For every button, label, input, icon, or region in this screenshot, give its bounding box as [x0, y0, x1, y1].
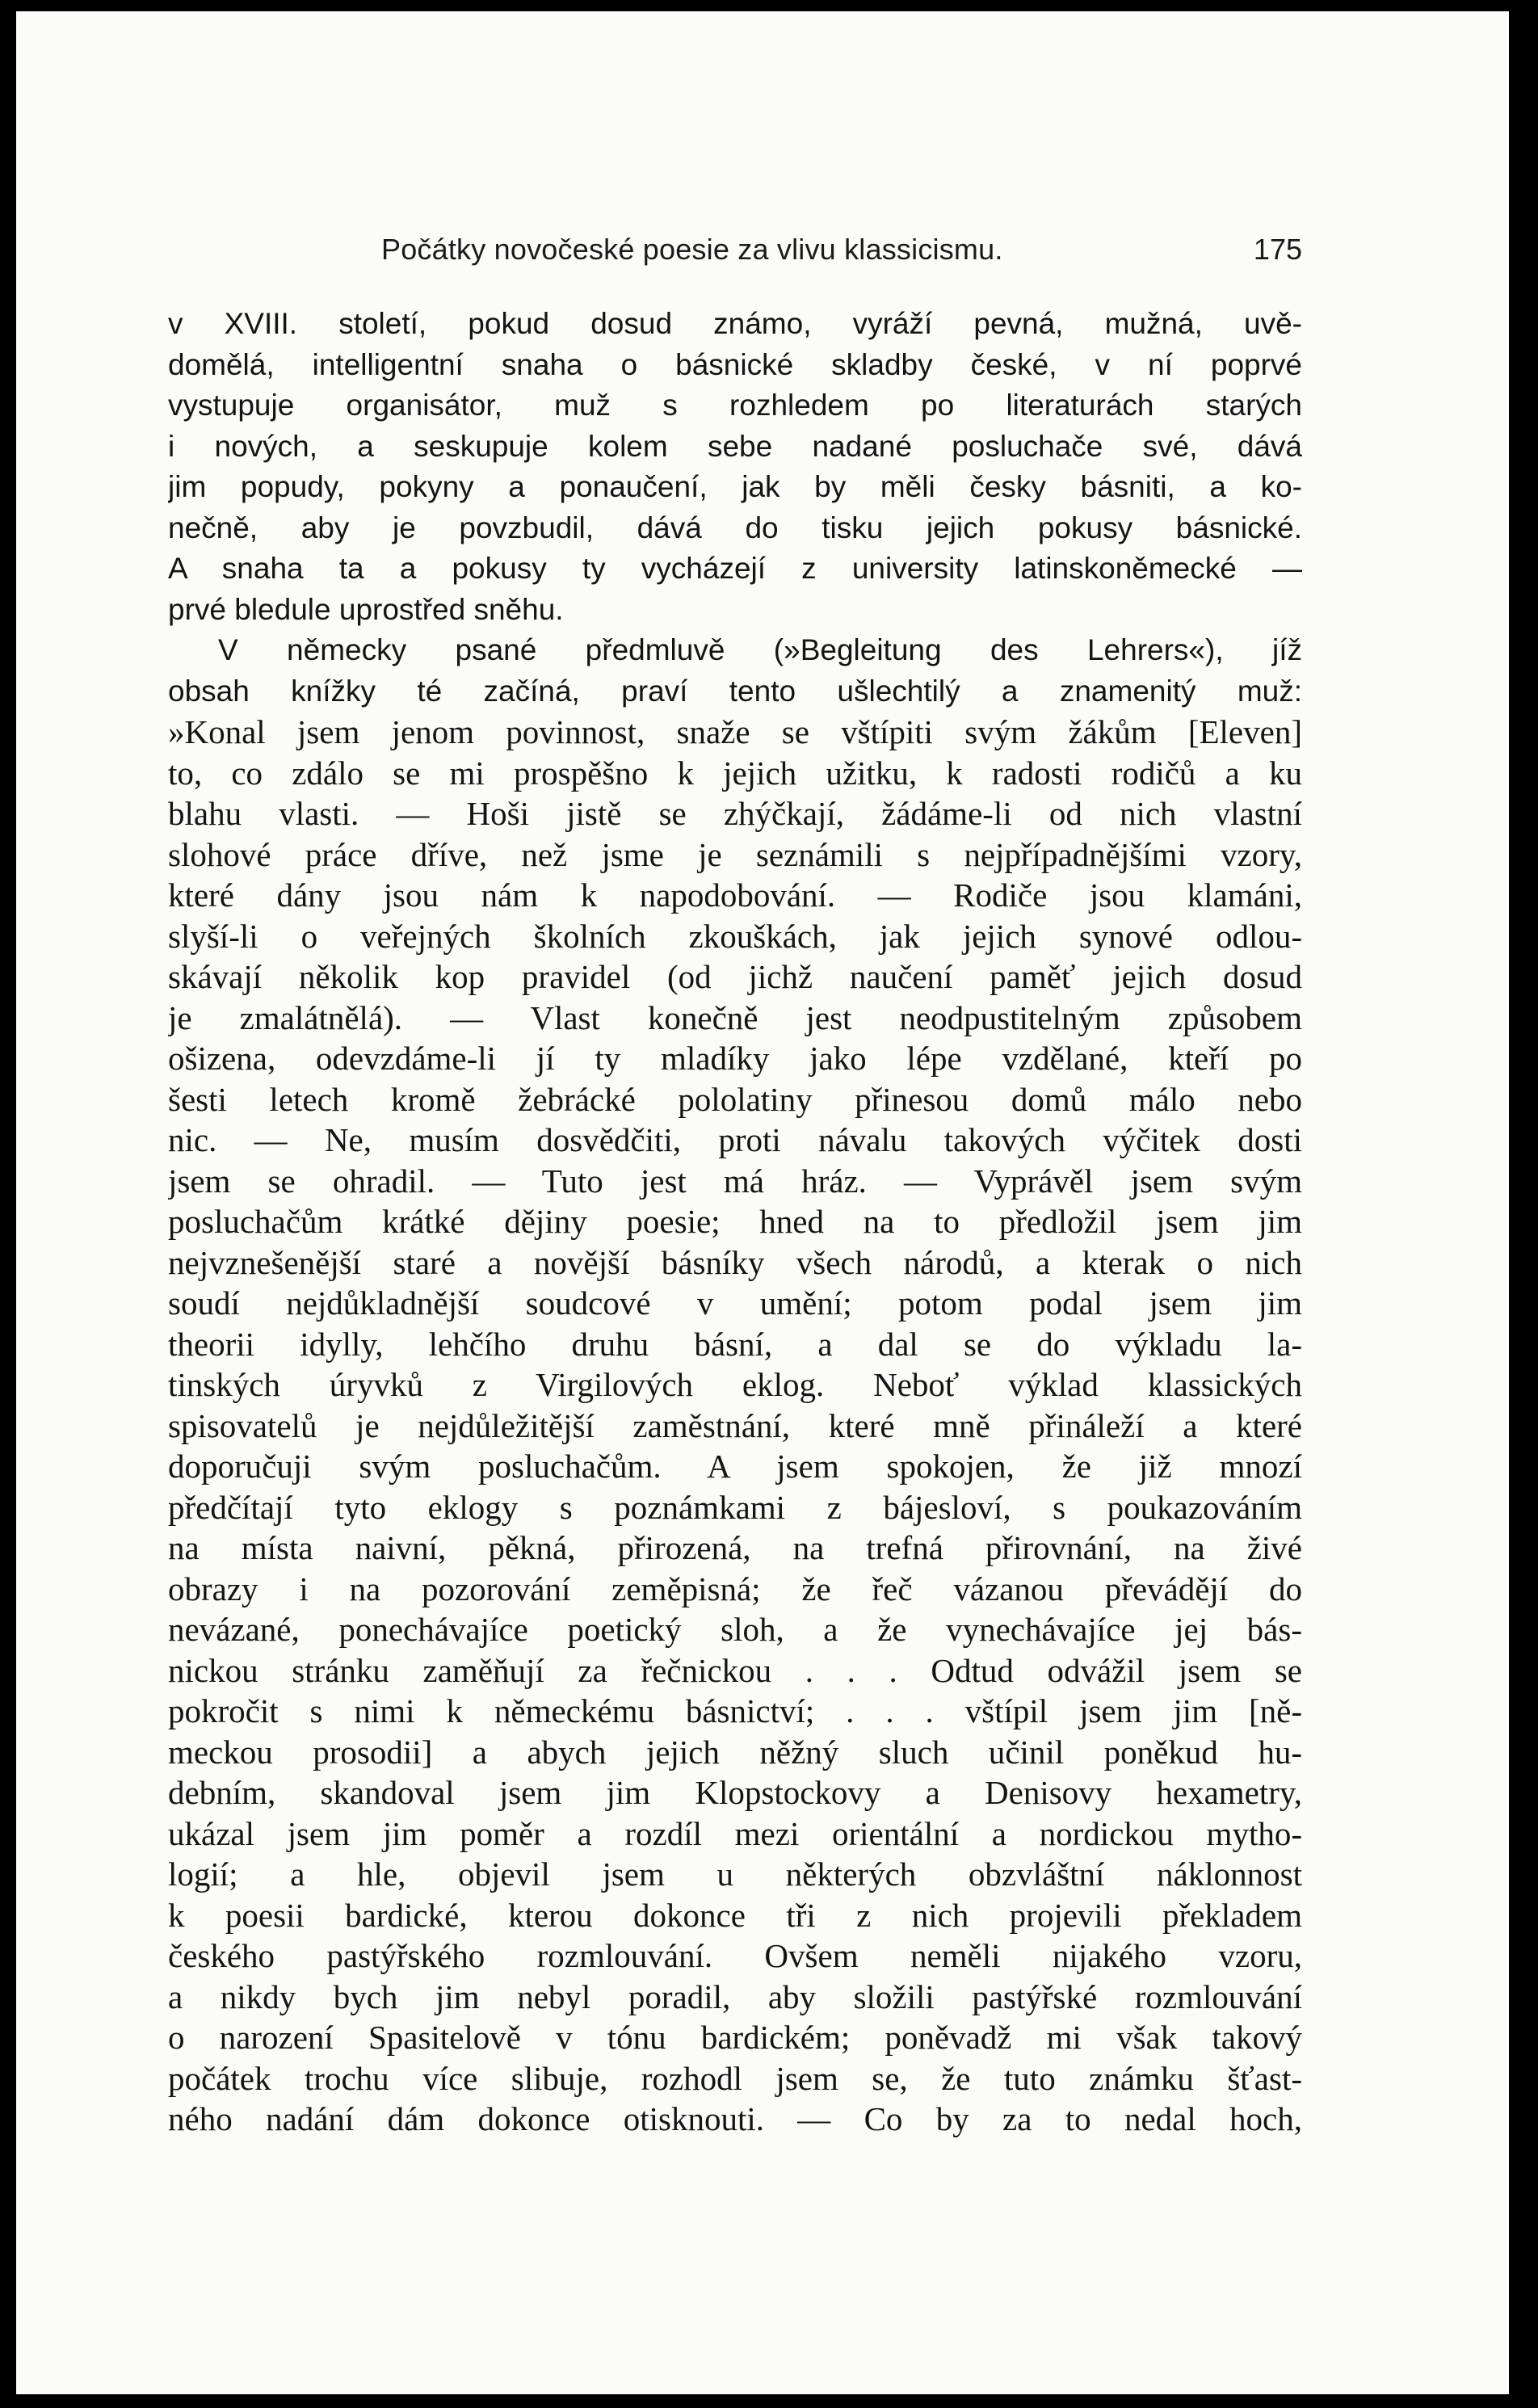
text-line: slohové práce dříve, než jsme je seznámili s nejpřípadnějšími vzory, — [168, 835, 1302, 873]
text-line: pokročit s nimi k německému básnictví; . . . vštípil jsem jim [ně- — [168, 1692, 1302, 1729]
text-line: posluchačům krátké dějiny poesie; hned na to předložil jsem jim — [168, 1203, 1302, 1240]
text-line: nic. — Ne, musím dosvědčiti, proti návalu takových výčitek dosti — [168, 1121, 1302, 1158]
text-line: i nových, a seskupuje kolem sebe nadané posluchače své, dává — [168, 429, 1302, 463]
text-line: ukázal jsem jim poměr a rozdíl mezi orientální a nordickou mytho- — [168, 1814, 1302, 1852]
running-title: Počátky novočeské poesie za vlivu klassicismu. — [381, 233, 1003, 266]
text-line: vystupuje organisátor, muž s rozhledem po literaturách starých — [168, 389, 1302, 422]
text-line: skávají několik kop pravidel (od jichž naučení paměť jejich dosud — [168, 958, 1302, 995]
text-line: domělá, intelligentní snaha o básnické skladby české, v ní poprvé — [168, 347, 1302, 381]
text-line: nečně, aby je povzbudil, dává do tisku jejich pokusy básnické. — [168, 511, 1302, 544]
text-line: předčítají tyto eklogy s poznámkami z bájesloví, s poukazováním — [168, 1488, 1302, 1526]
text-line: o narození Spasitelově v tónu bardickém; poněvadž mi však takový — [168, 2019, 1302, 2056]
text-line: na místa naivní, pěkná, přirozená, na trefná přirovnání, na živé — [168, 1529, 1302, 1566]
text-line: a nikdy bych jim nebyl poradil, aby složili pastýřské rozmlouvání — [168, 1977, 1302, 2015]
text-line: obrazy i na pozorování zeměpisná; že řeč vázanou převádějí do — [168, 1570, 1302, 1607]
page-number: 175 — [1253, 233, 1302, 266]
text-line: jim popudy, pokyny a ponaučení, jak by měli česky básniti, a ko- — [168, 470, 1302, 503]
text-line: blahu vlasti. — Hoši jistě se zhýčkají, žádáme-li od nich vlastní — [168, 795, 1302, 832]
text-line: nevázané, ponechávajíce poetický sloh, a že vynechávajíce jej bás- — [168, 1611, 1302, 1648]
text-line: ného nadání dám dokonce otisknouti. — Co by za to nedal hoch, — [168, 2100, 1302, 2137]
text-line: slyší-li o veřejných školních zkouškách, jak jejich synové odlou- — [168, 917, 1302, 955]
text-line: k poesii bardické, kterou dokonce tři z nich projevili překladem — [168, 1896, 1302, 1934]
text-line: které dány jsou nám k napodobování. — Rodiče jsou klamáni, — [168, 876, 1302, 914]
text-line: doporučuji svým posluchačům. A jsem spokojen, že již mnozí — [168, 1448, 1302, 1485]
text-line: logií; a hle, objevil jsem u některých obzvláštní náklonnost — [168, 1855, 1302, 1893]
text-line: tinských úryvků z Virgilových eklog. Neboť výklad klassických — [168, 1366, 1302, 1403]
running-header — [381, 233, 1302, 273]
text-line: českého pastýřského rozmlouvání. Ovšem neměli nijakého vzoru, — [168, 1937, 1302, 1974]
text-line: prvé bledule uprostřed sněhu. — [168, 592, 564, 626]
text-line: meckou prosodii] a abych jejich něžný sluch učinil poněkud hu- — [168, 1733, 1302, 1771]
text-line: »Konal jsem jenom povinnost, snaže se vštípiti svým žákům [Eleven] — [168, 713, 1302, 750]
text-line: ošizena, odevzdáme-li jí ty mladíky jako lépe vzdělané, kteří po — [168, 1040, 1302, 1077]
text-line: soudí nejdůkladnější soudcové v umění; potom podal jsem jim — [168, 1284, 1302, 1322]
text-line: nickou stránku zaměňují za řečnickou . . . Odtud odvážil jsem se — [168, 1651, 1302, 1689]
text-line: jsem se ohradil. — Tuto jest má hráz. — Vyprávěl jsem svým — [168, 1162, 1302, 1200]
text-line: A snaha ta a pokusy ty vycházejí z university latinskoněmecké — — [168, 552, 1302, 585]
body-text — [168, 304, 1302, 2140]
text-line: theorii idylly, lehčího druhu básní, a dal se do výkladu la- — [168, 1325, 1302, 1363]
text-line: spisovatelů je nejdůležitější zaměstnání, které mně přináleží a které — [168, 1406, 1302, 1444]
text-line: obsah knížky té začíná, praví tento ušlechtilý a znamenitý muž: — [168, 674, 1302, 708]
text-line: počátek trochu více slibuje, rozhodl jsem se, že tuto známku šťast- — [168, 2059, 1302, 2097]
text-line: v XVIII. století, pokud dosud známo, vyráží pevná, mužná, uvě- — [168, 307, 1302, 340]
text-line: to, co zdálo se mi prospěšno k jejich užitku, k radosti rodičů a ku — [168, 754, 1302, 792]
text-line: nejvznešenější staré a novější básníky všech národů, a kterak o nich — [168, 1243, 1302, 1281]
text-line: šesti letech kromě žebrácké pololatiny přinesou domů málo nebo — [168, 1080, 1302, 1118]
text-line: V německy psané předmluvě (»Begleitung des Lehrers«), jíž — [218, 633, 1302, 666]
text-line: je zmalátnělá). — Vlast konečně jest neodpustitelným způsobem — [168, 998, 1302, 1036]
text-line: debním, skandoval jsem jim Klopstockovy a Denisovy hexametry, — [168, 1774, 1302, 1811]
